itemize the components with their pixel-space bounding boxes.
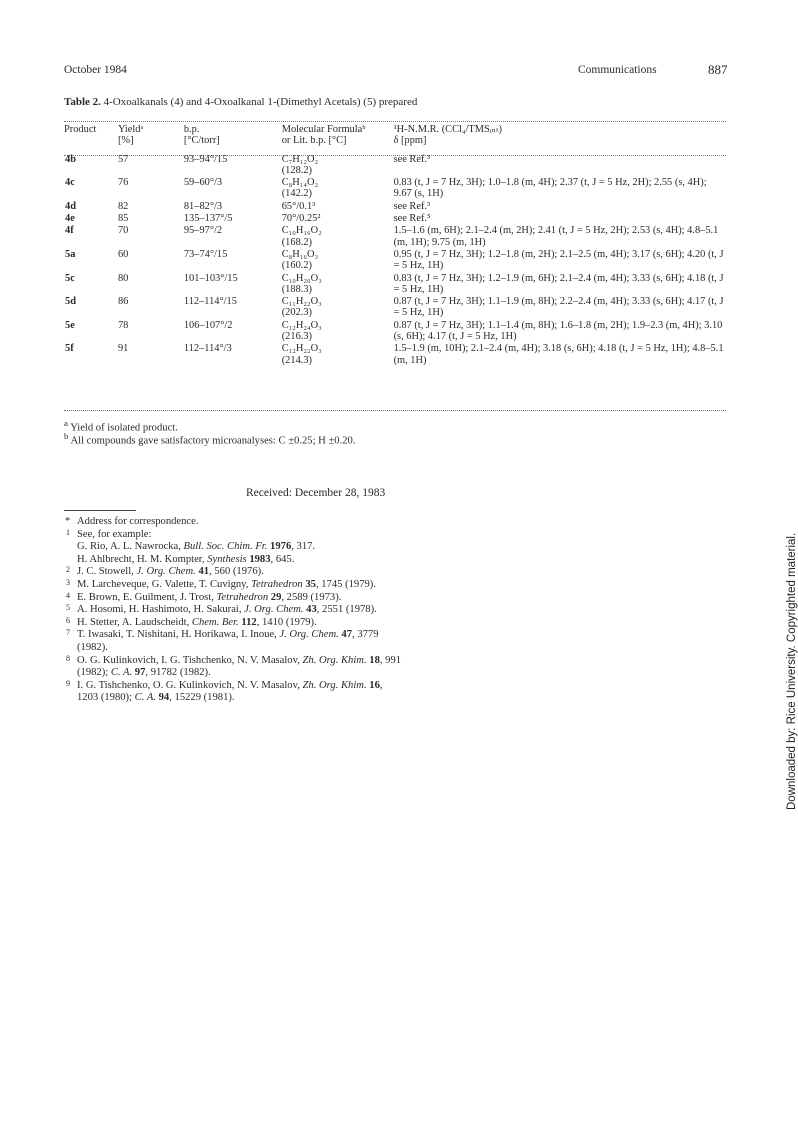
table-top-rule <box>64 121 726 122</box>
table-row <box>64 343 726 367</box>
reference-1a: G. Rio, A. L. Nawrocka, Bull. Soc. Chim. Fr. 1976, 317. <box>77 541 316 553</box>
cell-yield: 86 <box>117 296 129 308</box>
cell-nmr: see Ref.³ <box>393 200 431 212</box>
cell-molecular-weight: (202.3) <box>281 307 313 319</box>
cell-bp: 135–137°/5 <box>183 213 233 225</box>
cell-product: 4c <box>65 177 75 189</box>
cell-bp: 101–103°/15 <box>183 272 238 284</box>
cell-formula: C₈H₁₆O₃ (160.2) <box>282 249 394 273</box>
reference-1: 1 See, for example: <box>66 527 152 540</box>
cell-yield: 60 <box>117 248 129 260</box>
footnote-b: $^b$ All compounds gave satisfactory microanalyses: C ±0.25; H ±0.20. <box>64 431 356 447</box>
cell-yield: 82 <box>117 200 129 212</box>
cell-formula: C₁₂H₂₂O₃ (214.3) <box>282 343 394 367</box>
table-row <box>64 225 726 249</box>
page-number: 887 <box>708 62 728 77</box>
cell-formula: C₁₂H₂₄O₃ (216.3) <box>282 320 394 344</box>
cell-formula: C₁₀H₁₆O₂ (168.2) <box>282 225 394 249</box>
cell-formula: C₈H₁₄O₂ (142.2) <box>282 177 394 201</box>
table-caption <box>64 96 417 108</box>
cell-nmr: 0.83 (t, J = 7 Hz, 3H); 1.2–1.9 (m, 6H); 2.1–2.4 (m, 4H); 3.33 (s, 6H); 4.18 (t, J = 5 Hz, 1H) <box>393 272 724 295</box>
cell-product: 4f <box>65 225 74 237</box>
reference-5: 5 A. Hosomi, H. Hashimoto, H. Sakurai, J. Org. Chem. 43, 2551 (1978). <box>66 603 377 616</box>
cell-product: 5f <box>65 343 74 355</box>
table-row <box>64 273 726 297</box>
data-table <box>64 124 726 367</box>
cell-product: 5a <box>65 248 76 260</box>
cell-product: 5c <box>65 272 75 284</box>
cell-molecular-weight: (168.2) <box>281 236 313 248</box>
col-header-formula: Molecular Formulaᵇ or Lit. b.p. [°C] <box>281 124 366 147</box>
cell-yield: 78 <box>117 319 129 331</box>
reference-9: 9 I. G. Tishchenko, O. G. Kulinkovich, N. V. Masalov, Zh. Org. Khim. 16, 1203 (1980); C. A. 94, 15229 (1981). <box>66 678 383 704</box>
cell-bp: 93–94°/15 <box>183 153 228 165</box>
cell-yield: 85 <box>117 213 129 225</box>
cell-nmr: 1.5–1.6 (m, 6H); 2.1–2.4 (m, 2H); 2.41 (t, J = 5 Hz, 2H); 2.53 (s, 4H); 4.8–5.1 (m, 1H); 9.75 (m, 1H) <box>393 225 719 248</box>
cell-formula: C₇H₁₂O₂ (128.2) <box>282 154 394 178</box>
footnote-a: $^a$ Yield of isolated product. <box>64 418 178 434</box>
cell-nmr: 0.95 (t, J = 7 Hz, 3H); 1.2–1.8 (m, 2H); 2.1–2.5 (m, 4H); 3.17 (s, 6H); 4.20 (t, J = 5 Hz, 1H) <box>393 248 724 272</box>
reference-3: 3 M. Larcheveque, G. Valette, T. Cuvigny, Tetrahedron 35, 1745 (1979). <box>66 577 376 590</box>
table-bottom-rule <box>64 410 726 411</box>
table-caption-text: 4-Oxoalkanals (4) and 4-Oxoalkanal 1-(Dimethyl Acetals) (5) prepared <box>103 96 418 108</box>
table-header-row <box>64 124 726 147</box>
reference-1b: H. Ahlbrecht, H. M. Kompter, Synthesis 1983, 645. <box>77 553 295 565</box>
col-header-product: Product <box>64 124 97 135</box>
cell-formula: C₁₁H₂₂O₃ (202.3) <box>282 296 394 320</box>
running-header-date: October 1984 <box>64 64 127 76</box>
cell-formula: 65°/0.1³ <box>281 200 316 212</box>
references-rule <box>64 510 136 511</box>
table-row <box>64 201 726 213</box>
cell-molecular-weight: (128.2) <box>281 164 313 176</box>
col-header-bp: b.p. [°C/torr] <box>183 124 220 147</box>
table-row <box>64 177 726 201</box>
table-row <box>64 154 726 178</box>
cell-yield: 76 <box>117 177 129 189</box>
cell-molecular-weight: (142.2) <box>281 188 313 200</box>
cell-bp: 95–97°/2 <box>183 225 223 237</box>
cell-yield: 80 <box>117 272 129 284</box>
cell-formula: C₁₀H₂₀O₃ (188.3) <box>282 273 394 297</box>
cell-yield: 91 <box>117 343 129 355</box>
cell-molecular-weight: (188.3) <box>281 283 313 295</box>
col-header-yield: Yieldᵃ [%] <box>117 124 144 147</box>
cell-nmr: see Ref.⁵ <box>393 213 431 225</box>
cell-product: 4d <box>65 200 76 212</box>
running-header-section: Communications <box>578 64 657 76</box>
cell-product: 5e <box>65 319 75 331</box>
received-date: Received: December 28, 1983 <box>246 487 386 499</box>
download-watermark: Downloaded by: Rice University. Copyrighted material. <box>786 532 798 810</box>
cell-bp: 59–60°/3 <box>183 177 223 189</box>
cell-molecular-weight: (214.3) <box>281 354 313 366</box>
cell-nmr: 0.87 (t, J = 7 Hz, 3H); 1.1–1.9 (m, 8H); 2.2–2.4 (m, 4H); 3.33 (s, 6H); 4.17 (t, J = 5 Hz, 1H) <box>393 296 724 319</box>
cell-bp: 112–114°/3 <box>183 343 232 355</box>
cell-product: 4e <box>65 213 75 225</box>
cell-yield: 57 <box>117 153 129 165</box>
reference-4: 4 E. Brown, E. Guilment, J. Trost, Tetrahedron 29, 2589 (1973). <box>66 590 342 603</box>
table-row <box>64 249 726 273</box>
cell-product: 5d <box>65 296 76 308</box>
cell-bp: 112–114°/15 <box>183 296 237 308</box>
cell-nmr: 0.87 (t, J = 7 Hz, 3H); 1.1–1.4 (m, 8H); 1.6–1.8 (m, 2H); 1.9–2.3 (m, 4H); 3.10 (s, 6H); 4.17 (t, J = 5 Hz, 1H) <box>393 319 723 343</box>
table-caption-label: Table 2. <box>64 96 101 108</box>
reference-7: 7 T. Iwasaki, T. Nishitani, H. Horikawa, I. Inoue, J. Org. Chem. 47, 3779 (1982). <box>66 628 379 653</box>
reference-8: 8 O. G. Kulinkovich, I. G. Tishchenko, N. V. Masalov, Zh. Org. Khim. 18, 991 (1982); C. A. 97, 91782 (1982). <box>66 653 402 679</box>
cell-nmr: 1.5–1.9 (m, 10H); 2.1–2.4 (m, 4H); 3.18 (s, 6H); 4.18 (t, J = 5 Hz, 1H); 4.8–5.1 (m, 1H) <box>393 343 724 366</box>
cell-bp: 106–107°/2 <box>183 319 233 331</box>
col-header-nmr: ¹H-N.M.R. (CCl₄/TMSᵢₙₜ) δ [ppm] <box>393 124 503 147</box>
cell-molecular-weight: (216.3) <box>281 331 313 343</box>
references-list <box>64 516 404 705</box>
cell-bp: 81–82°/3 <box>183 200 223 212</box>
table-row <box>64 320 726 344</box>
reference-star: * Address for correspondence. <box>65 516 199 527</box>
cell-bp: 73–74°/15 <box>183 248 228 260</box>
cell-product: 4b <box>65 153 76 165</box>
cell-formula: 70°/0.25² <box>281 213 321 225</box>
reference-6: 6 H. Stetter, A. Laudscheidt, Chem. Ber. 112, 1410 (1979). <box>66 615 317 628</box>
cell-nmr: 0.83 (t, J = 7 Hz, 3H); 1.0–1.8 (m, 4H); 2.37 (t, J = 5 Hz, 2H); 2.55 (s, 4H); 9.67 (s, 1H) <box>393 177 707 200</box>
cell-yield: 70 <box>117 225 129 237</box>
reference-2: 2 J. C. Stowell, J. Org. Chem. 41, 560 (1976). <box>66 565 264 578</box>
cell-nmr: see Ref.³ <box>393 153 431 165</box>
table-row <box>64 296 726 320</box>
table-row <box>64 213 726 225</box>
cell-molecular-weight: (160.2) <box>281 260 313 272</box>
